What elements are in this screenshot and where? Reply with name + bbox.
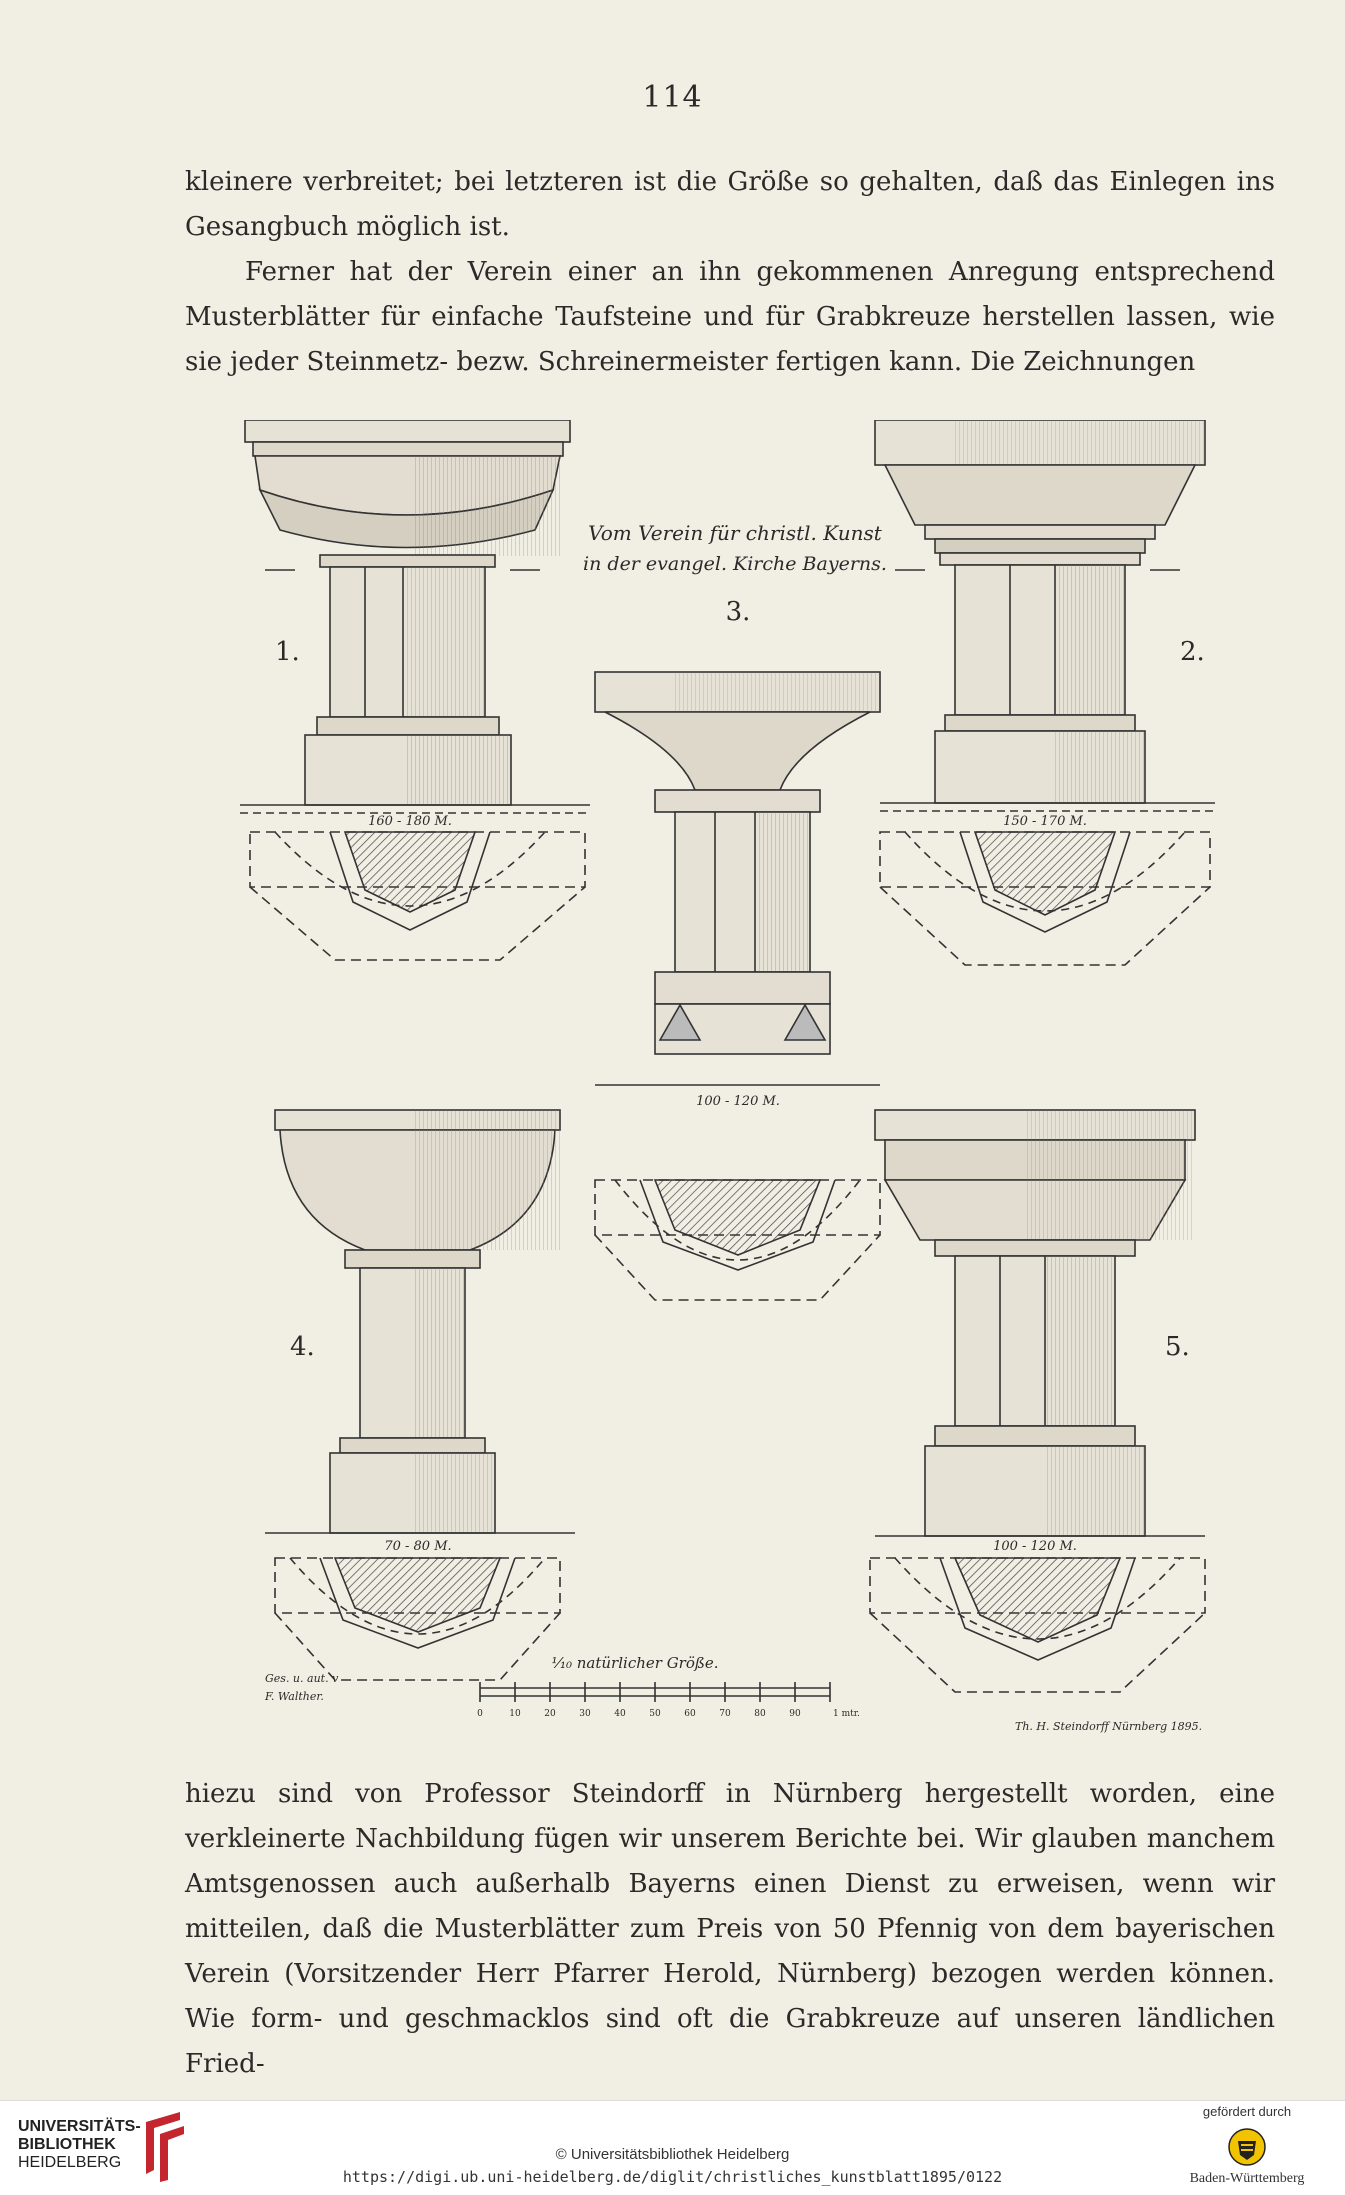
- plate-caption-line2: in der evangel. Kirche Bayerns.: [583, 553, 887, 575]
- figure-number: 3.: [725, 597, 751, 627]
- scale-tick-label: 40: [614, 1709, 626, 1719]
- font-3-plan: [595, 1180, 880, 1300]
- font-5-plan: [870, 1558, 1205, 1692]
- copyright-line: © Universitätsbibliothek Heidelberg: [555, 2146, 790, 2163]
- scale-tick-label: 90: [789, 1709, 801, 1719]
- scale-label: ⅒ natürlicher Größe.: [551, 1654, 719, 1672]
- scale-tick-label: 0: [477, 1709, 483, 1719]
- permalink[interactable]: https://digi.ub.uni-heidelberg.de/diglit/christliches_kunstblatt1895/0122: [342, 2168, 1003, 2186]
- figure-number: 4.: [290, 1332, 315, 1362]
- figure-number: 5.: [1165, 1332, 1190, 1362]
- text-block-top: [185, 160, 1275, 385]
- dimension-label: 100 - 120 M.: [696, 1094, 780, 1109]
- scale-tick-label: 80: [754, 1709, 766, 1719]
- text-block-bottom: [185, 1772, 1275, 2087]
- library-logo-text: UNIVERSITÄTS- BIBLIOTHEK HEIDELBERG: [18, 2118, 141, 2171]
- author-credit-left: F. Walther.: [265, 1690, 324, 1703]
- paragraph: hiezu sind von Professor Steindorff in Nürnberg hergestellt worden, eine verkleinerte Nachbildung fügen wir unserem Berichte bei. Wir glauben manchem Amtsgenossen auch außerhalb Bayerns einen Dienst zu erweisen, wenn wir mitteilen, daß die Musterblätter zum Preis von 50 Pfennig von dem bayerischen Verein (Vorsitzender Herr Pfarrer Herold, Nürnberg) bezogen werden können. Wie form- und geschmacklos sind oft die Grabkreuze auf unseren ländlichen Fried-: [185, 1779, 1275, 2079]
- figure-number: 2.: [1180, 637, 1205, 667]
- scale-tick-label: 1 mtr.: [833, 1709, 860, 1719]
- paragraph: kleinere verbreitet; bei letzteren ist die Größe so gehalten, daß das Einlegen ins Gesangbuch möglich ist.: [185, 167, 1275, 242]
- font-1-plan: [250, 832, 585, 960]
- font-3-elevation: [595, 672, 880, 1085]
- paragraph: Ferner hat der Verein einer an ihn gekommenen Anregung entsprechend Musterblätter für einfache Taufsteine und für Grabkreuze herstellen lassen, wie sie jeder Steinmetz- bezw. Schreinermeister fertigen kann. Die Zeichnungen: [185, 257, 1275, 377]
- scale-tick-label: 70: [719, 1709, 731, 1719]
- dimension-label: 160 - 180 M.: [368, 814, 452, 829]
- plate-caption-line1: Vom Verein für christl. Kunst: [588, 521, 882, 545]
- page-number: 114: [642, 80, 703, 115]
- dimension-label: 150 - 170 M.: [1003, 814, 1087, 829]
- font-2-elevation: [875, 420, 1215, 811]
- author-credit-left: Ges. u. aut. v: [265, 1672, 339, 1685]
- scale-tick-label: 60: [684, 1709, 696, 1719]
- scale-tick-label: 50: [649, 1709, 661, 1719]
- scale-bar: [480, 1682, 830, 1702]
- funding-notice: gefördert durch Baden-Württemberg: [1189, 2104, 1305, 2186]
- font-4-elevation: [265, 1110, 575, 1533]
- state-crest-icon: [1227, 2127, 1267, 2167]
- scale-tick-label: 10: [509, 1709, 521, 1719]
- dimension-label: 100 - 120 M.: [993, 1539, 1077, 1554]
- scale-tick-label: 20: [544, 1709, 556, 1719]
- baptismal-font-plate: [235, 420, 1225, 1750]
- font-4-plan: [275, 1558, 560, 1680]
- scale-tick-label: 30: [579, 1709, 591, 1719]
- font-drawings: [235, 420, 1225, 1750]
- font-1-elevation: [240, 420, 590, 813]
- font-5-elevation: [875, 1110, 1205, 1536]
- figure-number: 1.: [275, 637, 300, 667]
- dimension-label: 70 - 80 M.: [384, 1539, 452, 1554]
- font-2-plan: [880, 832, 1210, 965]
- author-signature: Th. H. Steindorff Nürnberg 1895.: [1015, 1720, 1203, 1733]
